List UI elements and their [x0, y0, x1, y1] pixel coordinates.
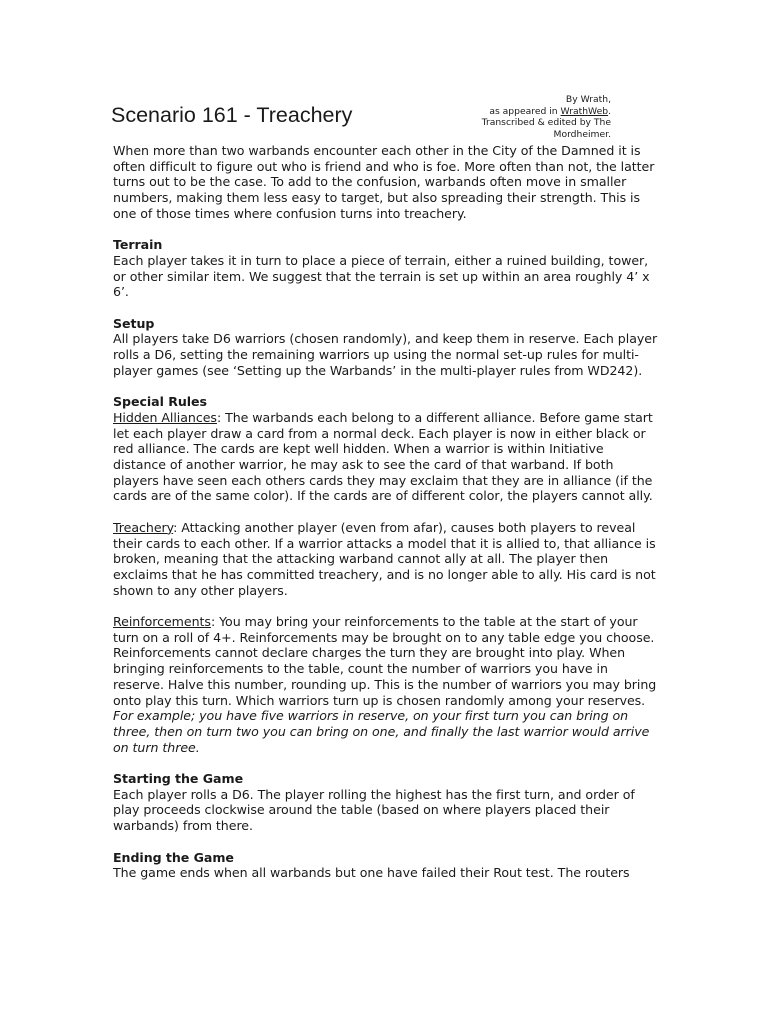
credit-author: By Wrath, [565, 94, 611, 105]
reinforcements-paragraph [113, 614, 659, 755]
author-credit [482, 94, 611, 140]
hidden-alliances-text: : The warbands each belong to a different alliance. Before game start let each player draw a card from a normal deck. Each player is now in either black or red alliance. The cards are kept well hidden. When a warrior is within Initiative distance of another warrior, he may ask to see the card of that warband. If both players have seen each others cards they may exclaim that they are in alliance (if the cards are of the same color). If the cards are of different color, the players cannot ally. [113, 409, 653, 504]
setup-heading: Setup [113, 315, 155, 331]
hidden-alliances-label: Hidden Alliances [113, 409, 217, 425]
credit-editor: Transcribed & edited by The [481, 117, 611, 129]
intro-paragraph: When more than two warbands encounter each other in the City of the Damned it is often difficult to figure out who is friend and who is foe. More often than not, the latter turns out to be the case. To add to the confusion, warbands often move in smaller numbers, making them less easy to target, but also spreading their strength. This is one of those times where confusion turns into treachery. [113, 143, 655, 221]
credit-source [482, 106, 611, 118]
starting-heading: Starting the Game [113, 771, 244, 787]
hidden-alliances-paragraph [113, 410, 659, 504]
document-header [113, 0, 659, 143]
document-body [113, 143, 659, 881]
reinforcements-example: For example; you have five warriors in reserve, on your first turn you can bring on three, then on turn two you can bring on one, and finally the last warrior would arrive on turn three. [113, 708, 650, 755]
special-rules-heading: Special Rules [113, 394, 207, 410]
credit-source-prefix: as appeared in [489, 105, 561, 117]
treachery-text: : Attacking another player (even from afar), causes both players to reveal their cards to each other. If a warrior attacks a model that it is allied to, that alliance is broken, meaning that the attacking warband cannot ally at all. The player then exclaims that he has committed treachery, and is no longer able to ally. His card is not shown to any other players. [113, 519, 656, 598]
credit-source-suffix: . [608, 105, 611, 117]
ending-paragraph: The game ends when all warbands but one have failed their Rout test. The routers [113, 865, 630, 881]
treachery-label: Treachery [113, 519, 174, 535]
ending-heading: Ending the Game [113, 849, 234, 865]
terrain-paragraph: Each player takes it in turn to place a piece of terrain, either a ruined building, tower, or other similar item. We suggest that the terrain is set up within an area roughly 4’ x 6’. [113, 252, 650, 300]
credit-editor-name: Mordheimer. [553, 128, 611, 140]
setup-paragraph: All players take D6 warriors (chosen randomly), and keep them in reserve. Each player rolls a D6, setting the remaining warriors up using the normal set-up rules for multi-player games (see ‘Setting up the Warbands’ in the multi-player rules from WD242). [113, 331, 658, 378]
page-title: Scenario 161 - Treachery [111, 103, 353, 127]
reinforcements-text: : You may bring your reinforcements to the table at the start of your turn on a roll of 4+. Reinforcements may be brought on to any table edge you choose. Reinforcements cannot declare charges the turn they are brought into play. When bringing reinforcements to the table, count the number of warriors you have in reserve. Halve this number, rounding up. This is the number of warriors you may bring onto play this turn. Which warriors turn up is chosen randomly among your reserves. [113, 614, 657, 708]
terrain-heading: Terrain [113, 237, 163, 253]
document-page [113, 0, 659, 881]
treachery-paragraph [113, 520, 659, 599]
reinforcements-label: Reinforcements [113, 614, 211, 630]
starting-paragraph: Each player rolls a D6. The player rolling the highest has the first turn, and order of play proceeds clockwise around the table (based on where players placed their warbands) from there. [113, 786, 635, 834]
wrathweb-link[interactable]: WrathWeb [560, 105, 609, 117]
